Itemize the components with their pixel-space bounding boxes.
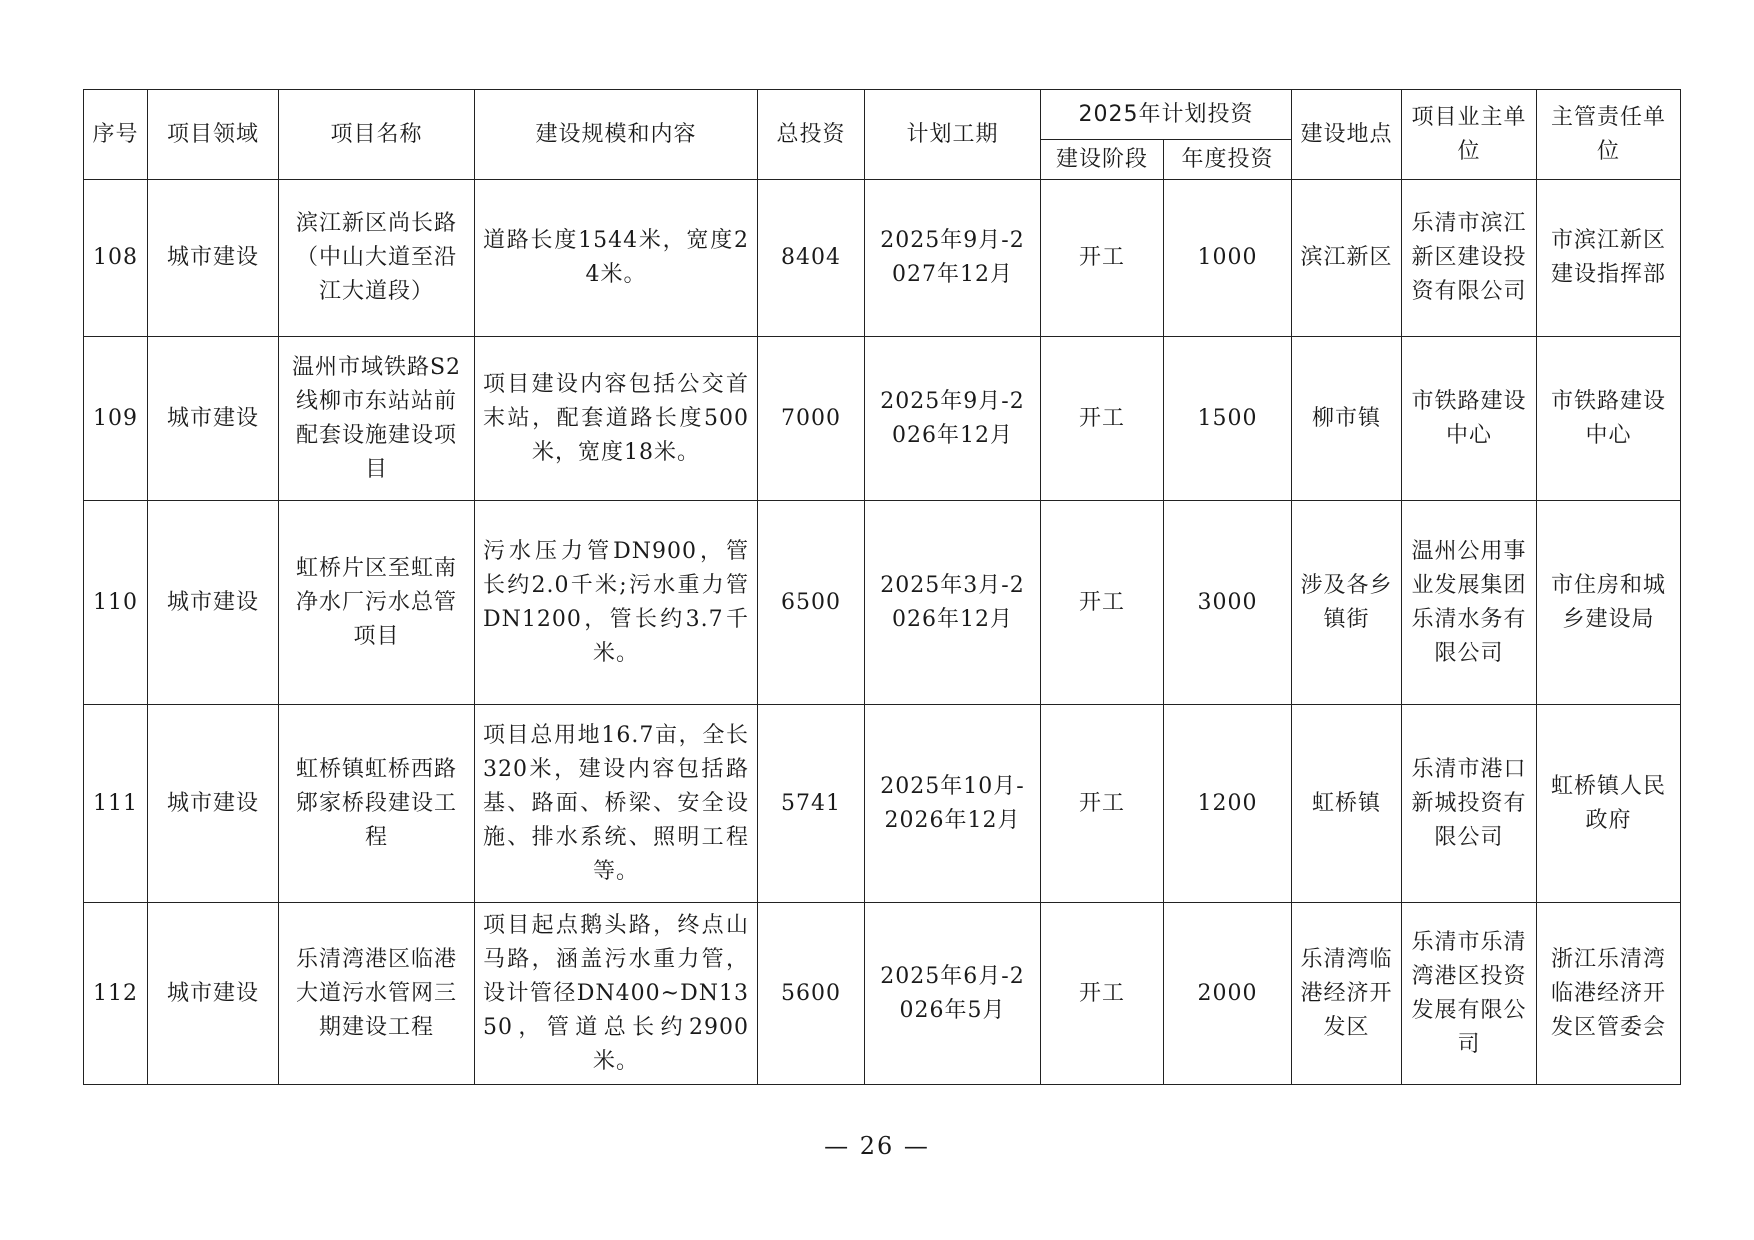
header-location: 建设地点	[1292, 90, 1402, 180]
cell-location: 涉及各乡镇街	[1292, 501, 1402, 705]
cell-domain: 城市建设	[148, 337, 279, 501]
cell-name: 虹桥镇虹桥西路郳家桥段建设工程	[279, 705, 475, 903]
cell-seq: 111	[84, 705, 148, 903]
cell-domain: 城市建设	[148, 180, 279, 337]
cell-annual: 1500	[1164, 337, 1292, 501]
cell-owner: 乐清市滨江新区建设投资有限公司	[1402, 180, 1537, 337]
cell-domain: 城市建设	[148, 705, 279, 903]
header-total: 总投资	[758, 90, 865, 180]
cell-seq: 109	[84, 337, 148, 501]
cell-scale: 污水压力管DN900，管长约2.0千米;污水重力管DN1200，管长约3.7千米。	[475, 501, 758, 705]
cell-location: 乐清湾临港经济开发区	[1292, 903, 1402, 1085]
cell-stage: 开工	[1041, 501, 1164, 705]
cell-name: 乐清湾港区临港大道污水管网三期建设工程	[279, 903, 475, 1085]
cell-name: 温州市域铁路S2线柳市东站站前配套设施建设项目	[279, 337, 475, 501]
cell-annual: 1000	[1164, 180, 1292, 337]
cell-period: 2025年3月-2026年12月	[865, 501, 1041, 705]
cell-total: 5741	[758, 705, 865, 903]
cell-seq: 108	[84, 180, 148, 337]
header-seq: 序号	[84, 90, 148, 180]
table-row	[84, 501, 1681, 705]
cell-period: 2025年10月-2026年12月	[865, 705, 1041, 903]
cell-name: 滨江新区尚长路（中山大道至沿江大道段）	[279, 180, 475, 337]
cell-owner: 乐清市港口新城投资有限公司	[1402, 705, 1537, 903]
header-scale: 建设规模和内容	[475, 90, 758, 180]
cell-stage: 开工	[1041, 903, 1164, 1085]
cell-name: 虹桥片区至虹南净水厂污水总管项目	[279, 501, 475, 705]
header-supervisor: 主管责任单位	[1537, 90, 1681, 180]
page-number: — 26 —	[824, 1132, 930, 1160]
cell-period: 2025年9月-2026年12月	[865, 337, 1041, 501]
cell-stage: 开工	[1041, 705, 1164, 903]
header-domain: 项目领域	[148, 90, 279, 180]
cell-stage: 开工	[1041, 337, 1164, 501]
table-row	[84, 180, 1681, 337]
cell-supervisor: 市铁路建设中心	[1537, 337, 1681, 501]
cell-scale: 道路长度1544米，宽度24米。	[475, 180, 758, 337]
cell-annual: 2000	[1164, 903, 1292, 1085]
table-row	[84, 903, 1681, 1085]
cell-total: 6500	[758, 501, 865, 705]
cell-owner: 市铁路建设中心	[1402, 337, 1537, 501]
cell-location: 柳市镇	[1292, 337, 1402, 501]
cell-location: 虹桥镇	[1292, 705, 1402, 903]
header-name: 项目名称	[279, 90, 475, 180]
header-period: 计划工期	[865, 90, 1041, 180]
cell-domain: 城市建设	[148, 501, 279, 705]
cell-scale: 项目建设内容包括公交首末站，配套道路长度500米，宽度18米。	[475, 337, 758, 501]
project-table	[83, 89, 1681, 1085]
cell-annual: 3000	[1164, 501, 1292, 705]
header-owner: 项目业主单位	[1402, 90, 1537, 180]
cell-supervisor: 虹桥镇人民政府	[1537, 705, 1681, 903]
cell-scale: 项目起点鹅头路，终点山马路，涵盖污水重力管，设计管径DN400~DN1350，管道总长约2900米。	[475, 903, 758, 1085]
header-annual: 年度投资	[1164, 140, 1292, 180]
cell-supervisor: 市住房和城乡建设局	[1537, 501, 1681, 705]
cell-owner: 乐清市乐清湾港区投资发展有限公司	[1402, 903, 1537, 1085]
header-plan-group: 2025年计划投资	[1041, 90, 1292, 140]
cell-scale: 项目总用地16.7亩，全长320米，建设内容包括路基、路面、桥梁、安全设施、排水系统、照明工程等。	[475, 705, 758, 903]
cell-period: 2025年6月-2026年5月	[865, 903, 1041, 1085]
cell-stage: 开工	[1041, 180, 1164, 337]
cell-domain: 城市建设	[148, 903, 279, 1085]
cell-period: 2025年9月-2027年12月	[865, 180, 1041, 337]
cell-total: 7000	[758, 337, 865, 501]
cell-seq: 112	[84, 903, 148, 1085]
cell-location: 滨江新区	[1292, 180, 1402, 337]
cell-annual: 1200	[1164, 705, 1292, 903]
cell-supervisor: 浙江乐清湾临港经济开发区管委会	[1537, 903, 1681, 1085]
cell-owner: 温州公用事业发展集团乐清水务有限公司	[1402, 501, 1537, 705]
cell-total: 8404	[758, 180, 865, 337]
cell-total: 5600	[758, 903, 865, 1085]
cell-supervisor: 市滨江新区建设指挥部	[1537, 180, 1681, 337]
cell-seq: 110	[84, 501, 148, 705]
header-stage: 建设阶段	[1041, 140, 1164, 180]
table-row	[84, 337, 1681, 501]
table-row	[84, 705, 1681, 903]
